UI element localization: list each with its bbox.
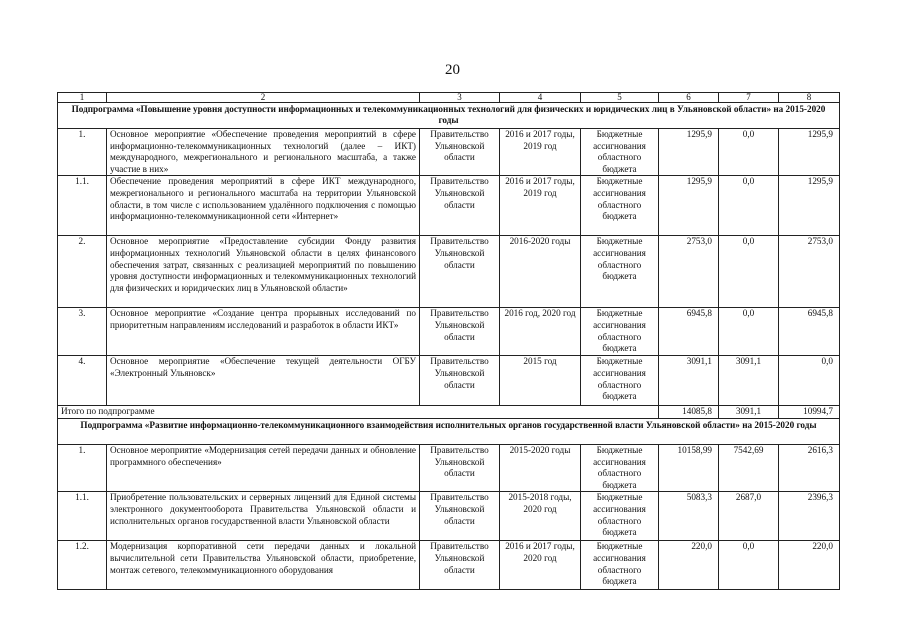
row-description: Основное мероприятие «Предоставление субсидии Фонду развития информационных технологий Ульяновской области в целях финансового обеспечения затрат, связанных с реализацией мероприятий по повышению уровня доступности информационных и телекоммуникационных технологий для физических и юридических лиц в Ульяновской области» [107, 236, 420, 308]
row-description: Приобретение пользовательских и серверных лицензий для Единой системы электронного документооборота Правительства Ульяновской области и исполнительных органов государственной власти Ульяновской области [107, 492, 420, 541]
subtotal-row [58, 406, 840, 419]
row-col7: 0,0 [719, 308, 779, 356]
row-col7: 0,0 [719, 176, 779, 236]
column-number: 7 [719, 93, 779, 103]
column-number: 2 [107, 93, 420, 103]
row-years: 2015-2020 годы [500, 444, 581, 491]
page-number: 20 [445, 62, 460, 78]
row-source: Бюджетные ассигнования областного бюджета [581, 236, 659, 308]
row-total: 220,0 [659, 541, 719, 590]
row-executor: Правительство Ульяновской области [420, 176, 500, 236]
row-executor: Правительство Ульяновской области [420, 492, 500, 541]
row-col8: 2396,3 [779, 492, 840, 541]
row-years: 2016 и 2017 годы, 2019 год [500, 176, 581, 236]
column-number: 6 [659, 93, 719, 103]
row-source: Бюджетные ассигнования областного бюджета [581, 492, 659, 541]
row-description: Основное мероприятие «Обеспечение проведения мероприятий в сфере информационно-телекоммуникационных технологий (далее – ИКТ) международного, межрегионального и регионального масштаба, а также участие в них» [107, 129, 420, 176]
subtotal-total: 14085,8 [659, 406, 719, 419]
row-col8: 2616,3 [779, 444, 840, 491]
column-number-row [58, 93, 840, 103]
row-description: Основное мероприятие «Создание центра прорывных исследований по приоритетным направлениям исследований и разработок в области ИКТ» [107, 308, 420, 356]
row-number: 1.2. [58, 541, 107, 590]
row-source: Бюджетные ассигнования областного бюджета [581, 356, 659, 406]
row-col8: 220,0 [779, 541, 840, 590]
row-executor: Правительство Ульяновской области [420, 356, 500, 406]
subprogram-title: Подпрограмма «Развитие информационно-телекоммуникационного взаимодействия исполнительных органов государственной власти Ульяновской области» на 2015-2020 годы [58, 418, 840, 444]
table-row [58, 129, 840, 176]
row-number: 1.1. [58, 492, 107, 541]
row-source: Бюджетные ассигнования областного бюджета [581, 541, 659, 590]
row-total: 6945,8 [659, 308, 719, 356]
table-row [58, 308, 840, 356]
row-years: 2016 и 2017 годы, 2019 год [500, 129, 581, 176]
budget-table [57, 92, 840, 590]
row-total: 3091,1 [659, 356, 719, 406]
row-years: 2016-2020 годы [500, 236, 581, 308]
row-number: 2. [58, 236, 107, 308]
column-number: 5 [581, 93, 659, 103]
subtotal-col7: 3091,1 [719, 406, 779, 419]
row-col8: 0,0 [779, 356, 840, 406]
table-row [58, 444, 840, 491]
row-executor: Правительство Ульяновской области [420, 236, 500, 308]
column-number: 3 [420, 93, 500, 103]
row-col7: 0,0 [719, 236, 779, 308]
row-description: Основное мероприятие «Обеспечение текущей деятельности ОГБУ «Электронный Ульяновск» [107, 356, 420, 406]
row-total: 5083,3 [659, 492, 719, 541]
row-col7: 0,0 [719, 541, 779, 590]
row-number: 1.1. [58, 176, 107, 236]
row-years: 2016 и 2017 годы, 2020 год [500, 541, 581, 590]
row-number: 1. [58, 444, 107, 491]
row-col8: 6945,8 [779, 308, 840, 356]
row-col8: 1295,9 [779, 129, 840, 176]
row-number: 1. [58, 129, 107, 176]
row-description: Модернизация корпоративной сети передачи данных и локальной вычислительной сети Правительства Ульяновской области, приобретение, монтаж сетевого, телекоммуникационного оборудования [107, 541, 420, 590]
row-source: Бюджетные ассигнования областного бюджета [581, 176, 659, 236]
subtotal-label: Итого по подпрограмме [58, 406, 659, 419]
subprogram-header [58, 103, 840, 129]
row-years: 2015-2018 годы, 2020 год [500, 492, 581, 541]
row-source: Бюджетные ассигнования областного бюджета [581, 444, 659, 491]
row-col8: 2753,0 [779, 236, 840, 308]
row-col8: 1295,9 [779, 176, 840, 236]
row-years: 2016 год, 2020 год [500, 308, 581, 356]
row-executor: Правительство Ульяновской области [420, 541, 500, 590]
row-number: 4. [58, 356, 107, 406]
row-total: 2753,0 [659, 236, 719, 308]
row-executor: Правительство Ульяновской области [420, 308, 500, 356]
row-total: 1295,9 [659, 129, 719, 176]
row-number: 3. [58, 308, 107, 356]
subprogram-title: Подпрограмма «Повышение уровня доступности информационных и телекоммуникационных технологий для физических и юридических лиц в Ульяновской области» на 2015-2020 годы [58, 103, 840, 129]
row-total: 1295,9 [659, 176, 719, 236]
row-years: 2015 год [500, 356, 581, 406]
row-total: 10158,99 [659, 444, 719, 491]
row-col7: 7542,69 [719, 444, 779, 491]
column-number: 1 [58, 93, 107, 103]
row-col7: 0,0 [719, 129, 779, 176]
table-row [58, 541, 840, 590]
row-col7: 3091,1 [719, 356, 779, 406]
row-source: Бюджетные ассигнования областного бюджета [581, 308, 659, 356]
table-row [58, 176, 840, 236]
row-executor: Правительство Ульяновской области [420, 444, 500, 491]
table-row [58, 236, 840, 308]
row-col7: 2687,0 [719, 492, 779, 541]
row-description: Основное мероприятие «Модернизация сетей передачи данных и обновление программного обеспечения» [107, 444, 420, 491]
row-description: Обеспечение проведения мероприятий в сфере ИКТ международного, межрегионального и регионального масштаба на территории Ульяновской области, в том числе с использованием удалённого подключения с помощью информационно-телекоммуникационной сети «Интернет» [107, 176, 420, 236]
column-number: 4 [500, 93, 581, 103]
table-row [58, 356, 840, 406]
subtotal-col8: 10994,7 [779, 406, 840, 419]
row-source: Бюджетные ассигнования областного бюджета [581, 129, 659, 176]
table-row [58, 492, 840, 541]
column-number: 8 [779, 93, 840, 103]
subprogram-header [58, 418, 840, 444]
row-executor: Правительство Ульяновской области [420, 129, 500, 176]
